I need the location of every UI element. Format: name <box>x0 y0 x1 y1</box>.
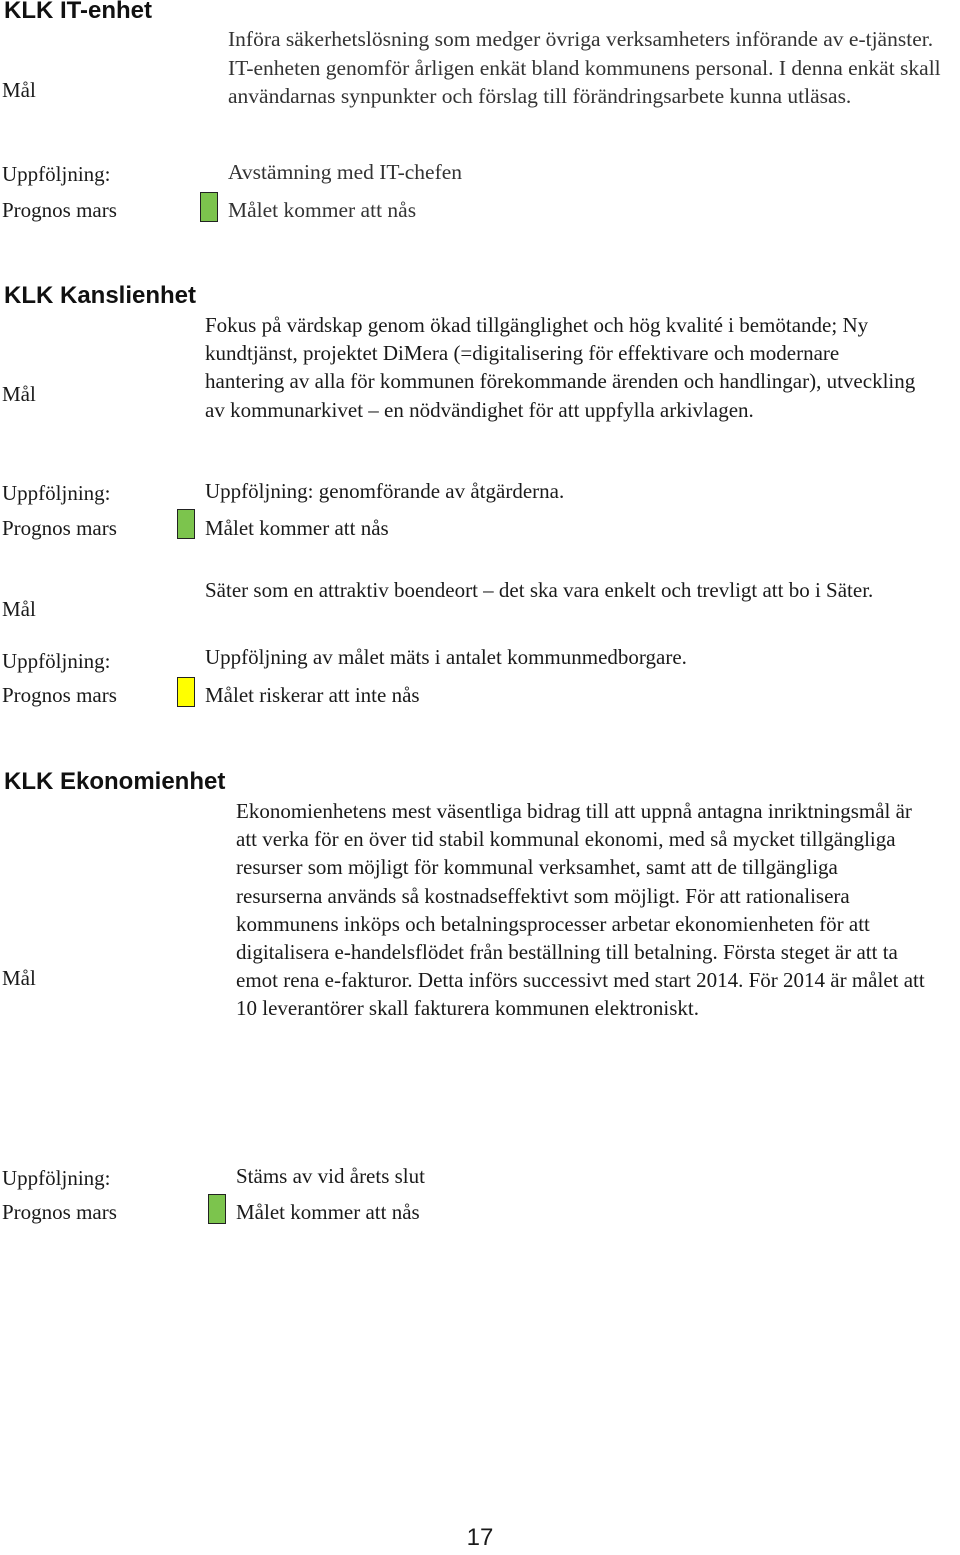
goal-label: Mål <box>2 966 36 990</box>
followup-label: Uppföljning: <box>2 481 111 505</box>
goal-text: Säter som en attraktiv boendeort – det ska vara enkelt och trevligt att bo i Säter. <box>205 578 874 602</box>
goal-label: Mål <box>2 597 36 621</box>
forecast-text: Målet kommer att nås <box>236 1200 420 1224</box>
goal-text: Införa säkerhetslösning som medger övriga verksamheters införande av e-tjänster. IT-enheten genomför årligen enkät bland kommunens personal. I denna enkät skall användarnas synpunkter och förslag till förändringsarbete kunna utläsas. <box>228 27 941 108</box>
forecast-label: Prognos mars <box>2 198 117 222</box>
status-indicator-green <box>200 192 218 222</box>
section-heading: KLK Ekonomienhet <box>4 768 226 795</box>
goal-label: Mål <box>2 382 36 406</box>
followup-text: Stäms av vid årets slut <box>236 1164 425 1188</box>
followup-text: Uppföljning av målet mäts i antalet kommunmedborgare. <box>205 645 687 669</box>
followup-label: Uppföljning: <box>2 162 111 186</box>
forecast-text: Målet kommer att nås <box>228 198 417 222</box>
section-heading: KLK IT-enhet <box>4 0 152 24</box>
forecast-label: Prognos mars <box>2 683 117 707</box>
forecast-label: Prognos mars <box>2 1200 117 1224</box>
followup-label: Uppföljning: <box>2 1166 111 1190</box>
goal-label: Mål <box>2 78 36 102</box>
goal-text: Fokus på värdskap genom ökad tillgänglighet och hög kvalité i bemötande; Ny kundtjänst, projektet DiMera (=digitalisering för effektivare och modernare hantering av alla för kommunen förekommande ärenden och handlingar), utveckling av kommunarkivet – en nödvändighet för att uppfylla arkivlagen. <box>205 313 916 422</box>
section-heading: KLK Kanslienhet <box>4 282 197 309</box>
status-indicator-green <box>208 1194 226 1224</box>
status-indicator-yellow <box>177 677 195 707</box>
forecast-text: Målet riskerar att inte nås <box>205 683 420 707</box>
forecast-label: Prognos mars <box>2 516 117 540</box>
followup-text: Uppföljning: genomförande av åtgärderna. <box>205 479 565 503</box>
goal-text: Ekonomienhetens mest väsentliga bidrag till att uppnå antagna inriktningsmål är att verka för en över tid stabil kommunal ekonomi, med så mycket tillgängliga resurser som möjligt för kommunal verksamhet, samt att de tillgängliga resurserna används så kostnadseffektivt som möjligt. För att rationalisera kommunens inköps och betalningsprocesser arbetar ekonomienheten för att digitalisera e-handelsflödet från beställning till betalning. Första steget är att ta emot rena e-fakturor. Detta införs successivt med start 2014. För 2014 är målet att 10 leverantörer skall fakturera kommunen elektroniskt. <box>236 799 925 1021</box>
page-number: 17 <box>466 1524 494 1551</box>
status-indicator-green <box>177 509 195 539</box>
followup-label: Uppföljning: <box>2 649 111 673</box>
forecast-text: Målet kommer att nås <box>205 516 389 540</box>
followup-text: Avstämning med IT-chefen <box>228 160 463 184</box>
